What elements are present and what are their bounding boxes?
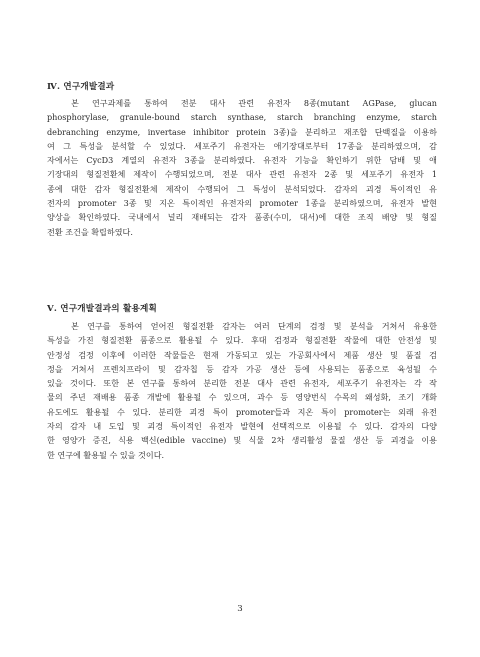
- paragraph-utilization-plan: [47, 319, 437, 462]
- text-line: 안정성 검정 이후에 이러한 작물들은 현재 가동되고 있는 가공회사에서 제품 생산 및 품질 검: [47, 349, 437, 360]
- text-line: 전환 조건을 확립하였다.: [47, 226, 133, 237]
- text-line: 자에서는 CycD3 계열의 유전자 3종을 분리하였다. 유전자 기능을 확인하기 위한 담배 및 애: [47, 155, 437, 166]
- text-line: 기장대의 형질전환체 제작이 수행되었으며, 전분 대사 관련 유전자 2종 및 세포주기 유전자 1: [47, 169, 437, 180]
- text-line: 물의 주년 재배용 품종 개발에 활용될 수 있으며, 과수 등 영양번식 수목의 왜성화, 조기 개화: [47, 392, 437, 403]
- text-line: 양상을 확인하였다. 국내에서 널리 재배되는 감자 품종(수미, 대서)에 대한 조직 배양 및 형질: [47, 212, 437, 223]
- text-line: 한 영양가 증진, 식용 백신(edible vaccine) 및 식물 2차 생리활성 물질 생산 등 괴경을 이용: [47, 435, 437, 446]
- text-line: 본 연구를 통하여 얻어진 형질전환 감자는 여러 단계의 검정 및 분석을 거쳐서 유용한: [71, 321, 437, 331]
- text-line: 있을 것이다. 또한 본 연구를 통하여 분리한 전분 대사 관련 유전자, 세포주기 유전자는 각 작: [47, 378, 437, 389]
- text-line: 한 연구에 활용될 수 있을 것이다.: [47, 449, 165, 460]
- text-line: 유도에도 활용될 수 있다. 분리한 괴경 특이 promoter들과 지온 특이 promoter는 외래 유전: [47, 406, 437, 417]
- text-line: 자의 감자 내 도입 및 괴경 특이적인 유전자 발현에 선택적으로 이용될 수 있다. 감자의 다양: [47, 421, 437, 432]
- page-number: 3: [237, 604, 243, 614]
- section-heading-research-results: Ⅳ. 연구개발결과: [47, 82, 115, 92]
- section-heading-utilization-plan: Ⅴ. 연구개발결과의 활용계획: [47, 304, 157, 314]
- text-line: debranching enzyme, invertase inhibitor protein 3종)을 분리하고 재조합 단백질을 이용하: [47, 126, 437, 137]
- text-line: 정을 거쳐서 프렌치프라이 및 감자칩 등 감자 가공 생산 등에 사용되는 품종으로 육성될 수: [47, 363, 437, 374]
- text-line: 본 연구과제를 통하여 전분 대사 관련 유전자 8종(mutant AGPase, glucan: [71, 98, 437, 108]
- paragraph-research-results: [47, 96, 437, 239]
- text-line: 전자의 promoter 3종 및 지온 특이적인 유전자의 promoter 1종을 분리하였으며, 유전자 발현: [47, 198, 437, 209]
- text-line: 종에 대한 감자 형질전환체 제작이 수행되어 그 특성이 분석되었다. 감자의 괴경 특이적인 유: [47, 183, 437, 194]
- text-line: 특성을 가진 형질전환 품종으로 활용될 수 있다. 후대 검정과 형질전환 작물에 대한 안전성 및: [47, 335, 437, 346]
- text-line: phosphorylase, granule-bound starch synthase, starch branching enzyme, starch: [47, 112, 437, 123]
- text-line: 여 그 특성을 분석할 수 있었다. 세포주기 유전자는 애기장대로부터 17종을 분리하였으며, 감: [47, 140, 437, 151]
